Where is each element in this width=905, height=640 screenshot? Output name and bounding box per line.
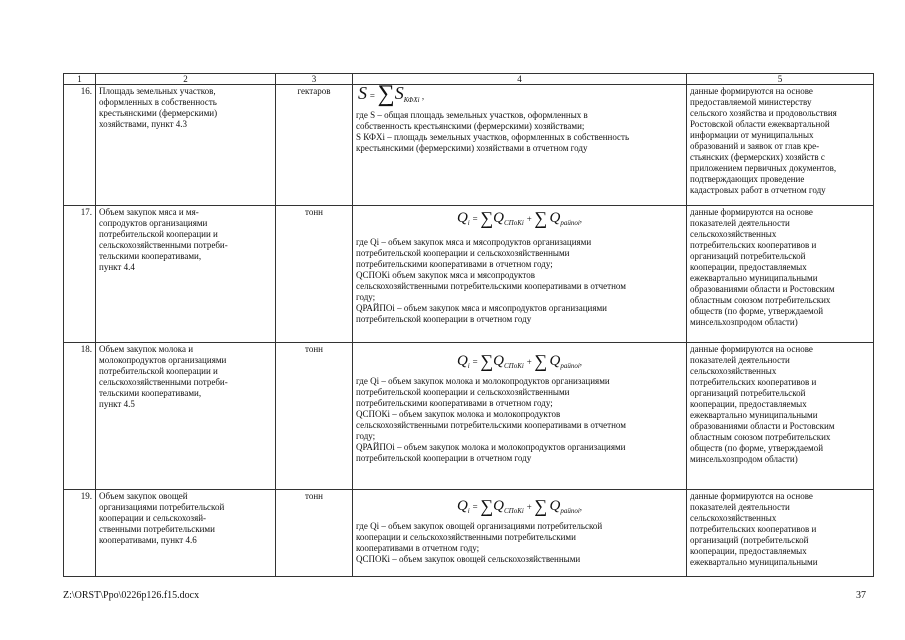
unit: тонн	[276, 343, 353, 490]
page-number: 37	[856, 590, 866, 601]
formula-cell: $Q_i = \sum Q_{СПоКi}$ + ∑ $Q_{райпоi}$, где Qi – объем закупок овощей организациями потребительской кооперации и сельскохозяйственными потребительскими кооперативами в отчетном году; QСПОКi – объем закупок овощей сельскохозяйственными	[353, 490, 687, 577]
table-row	[64, 490, 874, 577]
unit: гектаров	[276, 85, 353, 206]
indicator-name: Объем закупок мяса и мя- сопродуктов организациями потребительской кооперации и сельскохозяйственными потреби- тельскими кооперативами, пункт 4.4	[96, 206, 276, 343]
header-col-5: 5	[687, 74, 874, 85]
formula-cell: $Q_i = \sum Q_{СПоКi}$ + ∑ $Q_{райпоi}$, где Qi – объем закупок мяса и мясопродуктов организациями потребительской кооперации и сельскохозяйственными потребительскими кооперативами в отчетном году; QСПОКi объем закупок мяса и мясопродуктов сельскохозяйственными потребительскими кооперативами в отчетном году; QРАЙПОi – объем закупок мяса и мясопродуктов организациями потребительской кооперации в отчетном году	[353, 206, 687, 343]
indicators-table	[63, 73, 874, 577]
header-col-1: 1	[64, 74, 96, 85]
row-number: 16.	[64, 85, 96, 206]
footer-file-path: Z:\ORST\Ppo\0226p126.f15.docx	[63, 590, 200, 601]
formula: $Q_i = \sum Q_{СПоКi}$ + ∑ $Q_{райпоi}$,	[456, 496, 583, 516]
data-source: данные формируются на основе показателей деятельности сельскохозяйственных потребительских кооперативов и организаций потребительской кооперации, предоставляемых ежеквартально муниципальными образованиями области и Ростовским областным союзом потребительских обществ (по форме, утверждаемой минсельхозпродом области)	[687, 206, 874, 343]
header-col-4: 4	[353, 74, 687, 85]
row-number: 17.	[64, 206, 96, 343]
data-source: данные формируются на основе предоставляемой министерству сельского хозяйства и продовольствия Ростовской области ежеквартальной информации от муниципальных образований и заявок от глав кре- стьянских (фермерских) хозяйств с приложением первичных документов, подтверждающих проведение кадастровых работ в отчетном году	[687, 85, 874, 206]
formula-cell: $Q_i = \sum Q_{СПоКi}$ + ∑ $Q_{райпоi}$, где Qi – объем закупок молока и молокопродуктов организациями потребительской кооперации и сельскохозяйственными потребительскими кооперативами в отчетном году; QСПОКi – объем закупок молока и молокопродуктов сельскохозяйственными потребительскими кооперативами в отчетном году; QРАЙПОi – объем закупок молока и молокопродуктов организациями потребительской кооперации в отчетном году	[353, 343, 687, 490]
row-number: 18.	[64, 343, 96, 490]
formula: $Q_i = \sum Q_{СПоКi}$ + ∑ $Q_{райпоi}$,	[456, 208, 583, 228]
indicator-name: Площадь земельных участков, оформленных в собственность крестьянскими (фермерскими) хозяйствами, пункт 4.3	[96, 85, 276, 206]
formula: $S = \sum S_{КФХi}$ ,	[358, 84, 425, 107]
table-row	[64, 343, 874, 490]
unit: тонн	[276, 206, 353, 343]
table-header-row	[64, 74, 874, 85]
header-col-2: 2	[96, 74, 276, 85]
indicator-name: Объем закупок овощей организациями потребительской кооперации и сельскохозяй- ственными потребительскими кооперативами, пункт 4.6	[96, 490, 276, 577]
header-col-3: 3	[276, 74, 353, 85]
row-number: 19.	[64, 490, 96, 577]
table-row	[64, 206, 874, 343]
formula-cell: $S = \sum S_{КФХi}$ , где S – общая площадь земельных участков, оформленных в собственность крестьянскими (фермерскими) хозяйствами; S КФХi – площадь земельных участков, оформленных в собственность крестьянскими (фермерскими) хозяйствами в отчетном году	[353, 85, 687, 206]
data-source: данные формируются на основе показателей деятельности сельскохозяйственных потребительских кооперативов и организаций потребительской кооперации, предоставляемых ежеквартально муниципальными образованиями области и Ростовским областным союзом потребительских обществ (по форме, утверждаемой минсельхозпродом области)	[687, 343, 874, 490]
indicator-name: Объем закупок молока и молокопродуктов организациями потребительской кооперации и сельскохозяйственными потреби- тельскими кооперативами, пункт 4.5	[96, 343, 276, 490]
formula: $Q_i = \sum Q_{СПоКi}$ + ∑ $Q_{райпоi}$,	[456, 351, 583, 371]
table-row	[64, 85, 874, 206]
unit: тонн	[276, 490, 353, 577]
data-source: данные формируются на основе показателей деятельности сельскохозяйственных потребительских кооперативов и организаций (потребительской кооперации, предоставляемых ежеквартально муниципальными	[687, 490, 874, 577]
